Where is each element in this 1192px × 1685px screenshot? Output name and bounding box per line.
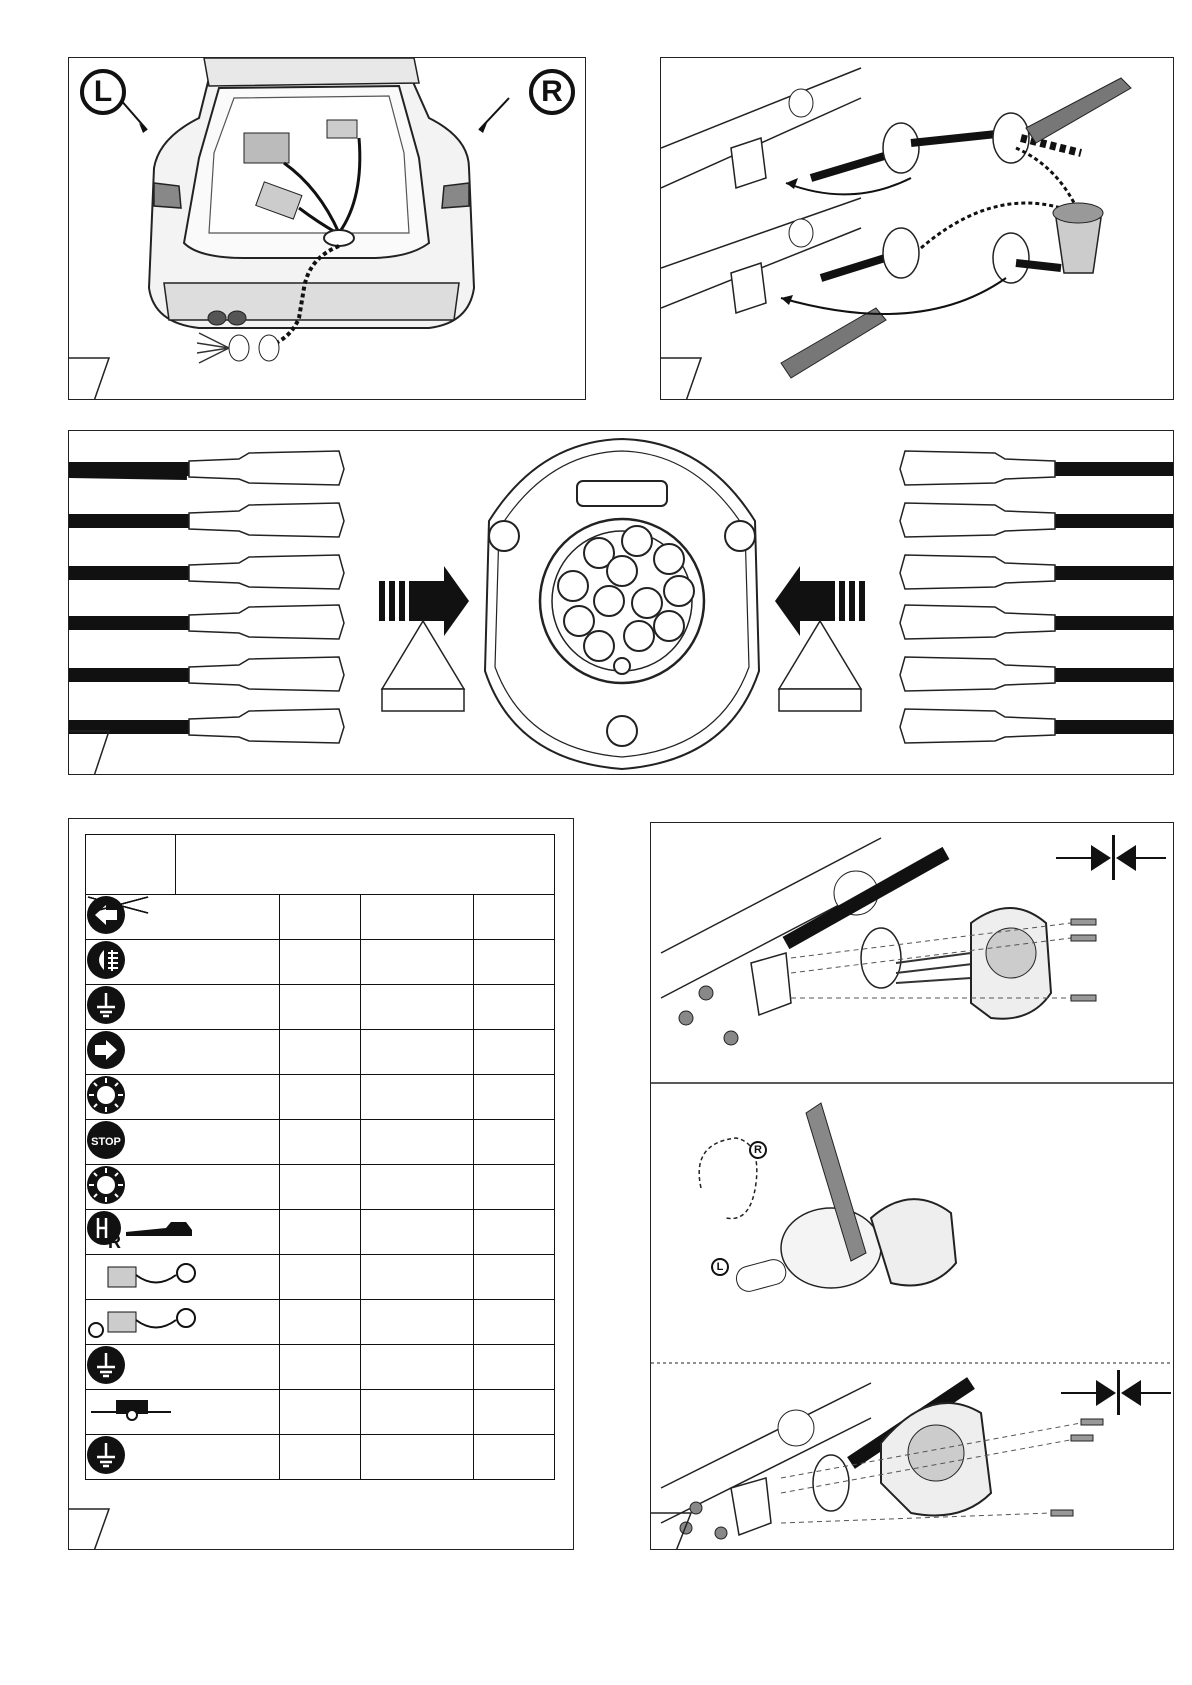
- trailer-detection-icon: [86, 1390, 176, 1430]
- table-cell: [361, 985, 474, 1030]
- tail-light-right-icon: [86, 1075, 126, 1115]
- table-cell: [279, 1300, 361, 1345]
- table-cell: [361, 1255, 474, 1300]
- table-cell: [279, 985, 361, 1030]
- table-cell: [279, 1435, 361, 1480]
- wiring-rows-table: [85, 894, 555, 1480]
- ground-icon: [86, 1345, 126, 1385]
- table-cell: [361, 1030, 474, 1075]
- table-cell: [279, 1345, 361, 1390]
- table-row: [86, 1075, 555, 1120]
- table-row-icon-cell: [86, 1165, 280, 1210]
- table-cell: [279, 1255, 361, 1300]
- 13-pin-socket-back: [485, 439, 759, 769]
- reverse-light-icon: [86, 1210, 196, 1250]
- table-cell: [474, 985, 555, 1030]
- table-row-icon-cell: [86, 1210, 280, 1255]
- table-row-icon-cell: [86, 1030, 280, 1075]
- table-cell: [361, 895, 474, 940]
- table-header-colors: [176, 835, 555, 895]
- stop-light-icon: [86, 1120, 126, 1160]
- socket-mounting-illustration: [651, 823, 1174, 1550]
- table-row: [86, 1210, 555, 1255]
- table-row: [86, 1120, 555, 1165]
- table-row-icon-cell: [86, 1390, 280, 1435]
- panel-wiring-table: [68, 818, 574, 1550]
- right-side-small-label: R: [749, 1141, 767, 1159]
- table-cell: [474, 1300, 555, 1345]
- right-turn-arrow-icon: [86, 1030, 126, 1070]
- table-row: [86, 1390, 555, 1435]
- table-row: [86, 895, 555, 940]
- left-terminals: [69, 469, 189, 727]
- table-cell: [361, 940, 474, 985]
- table-cell: [361, 1120, 474, 1165]
- click-sound-warning-right: [779, 621, 861, 711]
- table-row-icon-cell: [86, 1345, 280, 1390]
- ignition-power-icon: [86, 1300, 206, 1340]
- table-cell: [279, 1165, 361, 1210]
- table-row: [86, 1030, 555, 1075]
- table-row: [86, 1435, 555, 1480]
- table-cell: [279, 940, 361, 985]
- table-cell: [474, 1345, 555, 1390]
- table-cell: [474, 1255, 555, 1300]
- table-row-icon-cell: [86, 940, 280, 985]
- rear-fog-lamp-icon: [86, 940, 126, 980]
- tighten-icon-bottom: [1061, 1370, 1171, 1415]
- table-row-icon-cell: [86, 1300, 280, 1345]
- tail-light-left-icon: [86, 1165, 126, 1205]
- right-side-label: R: [529, 69, 575, 115]
- panel-socket-mounting: [650, 822, 1174, 1550]
- left-side-small-label: L: [711, 1258, 729, 1276]
- table-cell: [474, 1390, 555, 1435]
- tighten-icon-top: [1056, 835, 1166, 880]
- table-row: [86, 1300, 555, 1345]
- table-cell: [361, 1390, 474, 1435]
- table-cell: [279, 1390, 361, 1435]
- not-applicable-cross-icon: [86, 895, 150, 915]
- wiring-color-table: [85, 834, 555, 895]
- click-sound-warning-left: [382, 621, 464, 711]
- table-cell: [474, 1210, 555, 1255]
- table-cell: [279, 1030, 361, 1075]
- table-row: [86, 985, 555, 1030]
- ground-icon: [86, 985, 126, 1025]
- table-cell: [361, 1075, 474, 1120]
- table-cell: [279, 895, 361, 940]
- table-cell: [474, 1120, 555, 1165]
- panel-cable-cutting: [660, 57, 1174, 400]
- table-row-icon-cell: [86, 1075, 280, 1120]
- table-cell: [474, 1165, 555, 1210]
- table-cell: [474, 1435, 555, 1480]
- table-cell: [361, 1210, 474, 1255]
- table-row: [86, 940, 555, 985]
- table-cell: [279, 1120, 361, 1165]
- table-row: [86, 1345, 555, 1390]
- table-cell: [361, 1435, 474, 1480]
- table-cell: [474, 940, 555, 985]
- table-header-pin: [86, 835, 176, 895]
- panel-socket-terminals: [68, 430, 1174, 775]
- table-cell: [474, 1075, 555, 1120]
- table-row-icon-cell: [86, 985, 280, 1030]
- table-cell: [361, 1300, 474, 1345]
- table-row-icon-cell: [86, 1255, 280, 1300]
- table-cell: [474, 1030, 555, 1075]
- cable-cutting-illustration: [661, 58, 1174, 400]
- stop-label: STOP: [91, 1136, 121, 1148]
- table-row-icon-cell: [86, 1120, 280, 1165]
- left-side-label: L: [80, 69, 126, 115]
- reverse-label: R: [108, 1232, 121, 1250]
- table-cell: [361, 1165, 474, 1210]
- table-cell: [279, 1210, 361, 1255]
- table-cell: [279, 1075, 361, 1120]
- table-cell: [361, 1345, 474, 1390]
- table-row: [86, 1165, 555, 1210]
- table-row: [86, 1255, 555, 1300]
- ground-icon: [86, 1435, 126, 1475]
- socket-terminals-illustration: [69, 431, 1174, 775]
- panel-car-rear-view: [68, 57, 586, 400]
- table-row-icon-cell: [86, 1435, 280, 1480]
- permanent-power-icon: [86, 1255, 206, 1295]
- table-cell: [474, 895, 555, 940]
- car-rear-illustration: [69, 58, 586, 400]
